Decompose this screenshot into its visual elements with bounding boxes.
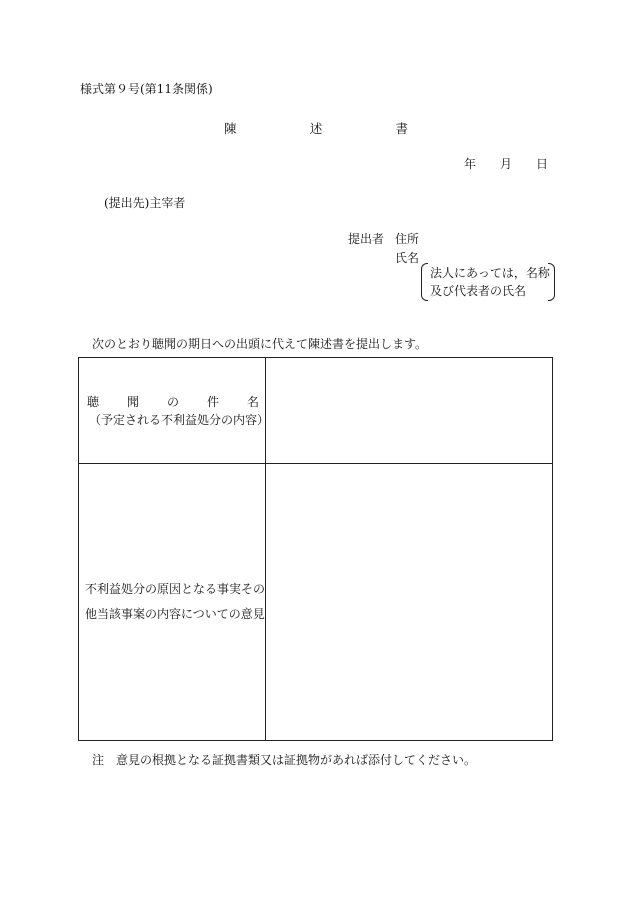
address-label: 住所 bbox=[395, 232, 420, 246]
table-row bbox=[79, 358, 553, 464]
hearing-label-cell bbox=[79, 358, 270, 464]
table-row bbox=[79, 464, 553, 741]
year-label: 年 bbox=[464, 157, 477, 171]
hearing-title-char: の bbox=[166, 395, 179, 409]
day-label: 日 bbox=[535, 157, 548, 171]
opinion-label bbox=[79, 577, 265, 627]
intro-text: 次のとおり聴聞の期日への出頭に代えて陳述書を提出します。 bbox=[92, 337, 428, 351]
date-line bbox=[464, 155, 548, 172]
opinion-label-line2: 他当該事案の内容についての意見 bbox=[85, 607, 265, 621]
left-bracket bbox=[421, 263, 428, 301]
right-bracket bbox=[548, 263, 555, 301]
statement-table bbox=[78, 357, 553, 741]
opinion-label-cell bbox=[79, 464, 266, 741]
submitter-label: 提出者 bbox=[348, 232, 385, 246]
hearing-title-char: 名 bbox=[246, 395, 259, 409]
hearing-title bbox=[79, 393, 265, 410]
corporate-note bbox=[421, 263, 555, 299]
title-char: 陳 bbox=[224, 121, 237, 136]
hearing-title-char: 件 bbox=[206, 395, 219, 409]
corporate-note-line2: 及び代表者の氏名 bbox=[430, 284, 527, 298]
addressee: (提出先)主宰者 bbox=[104, 196, 186, 210]
document-title bbox=[224, 119, 408, 137]
opinion-label-line1: 不利益処分の原因となる事実その bbox=[85, 582, 266, 596]
hearing-subtitle: （予定される不利益処分の内容） bbox=[89, 413, 270, 427]
corporate-note-line1: 法人にあっては，名称 bbox=[430, 266, 550, 280]
footnote: 注 意見の根拠となる証拠書類又は証拠物があれば添付してください。 bbox=[92, 753, 477, 767]
title-char: 書 bbox=[395, 121, 408, 136]
hearing-title-char: 聴 bbox=[87, 395, 100, 409]
hearing-value-cell[interactable] bbox=[266, 358, 553, 464]
title-char: 述 bbox=[309, 121, 323, 136]
name-label: 氏名 bbox=[395, 251, 420, 265]
hearing-title-char: 聞 bbox=[126, 395, 139, 409]
opinion-value-cell[interactable] bbox=[266, 464, 553, 741]
form-number: 様式第９号(第11条関係) bbox=[80, 82, 213, 96]
month-label: 月 bbox=[499, 157, 512, 171]
